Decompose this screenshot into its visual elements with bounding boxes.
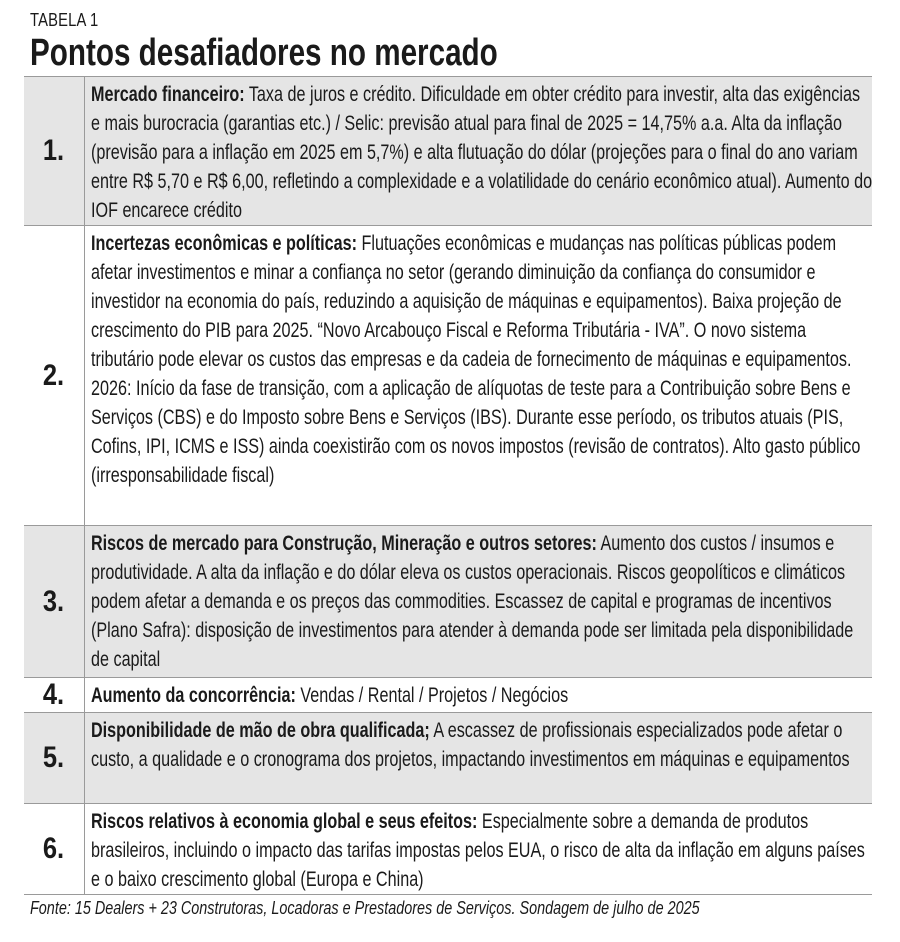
row-number: 3. bbox=[24, 526, 85, 677]
row-heading: Disponibilidade de mão de obra qualificada; bbox=[91, 719, 430, 742]
source-footnote: Fonte: 15 Dealers + 23 Construtoras, Locadoras e Prestadores de Serviços. Sondagem de julho de 2025 bbox=[30, 898, 700, 918]
row-heading: Mercado financeiro: bbox=[91, 83, 245, 106]
table-row-5 bbox=[24, 713, 872, 804]
row-heading: Riscos relativos à economia global e seus efeitos: bbox=[91, 810, 478, 833]
row-body: Vendas / Rental / Projetos / Negócios bbox=[295, 684, 569, 707]
row-text bbox=[85, 526, 872, 677]
row-text bbox=[85, 713, 872, 803]
row-heading: Aumento da concorrência: bbox=[91, 684, 296, 707]
table-row-3 bbox=[24, 526, 872, 678]
table-row-2 bbox=[24, 226, 872, 526]
row-body: Especialmente sobre a demanda de produtos brasileiros, incluindo o impacto das tarifas impostas pelos EUA, o risco de alta da inflação em alguns países e o baixo crescimento global (Europa e China) bbox=[91, 810, 865, 891]
challenges-table bbox=[24, 76, 872, 895]
row-number: 1. bbox=[24, 77, 85, 225]
row-body: Aumento dos custos / insumos e produtividade. A alta da inflação e do dólar eleva os custos operacionais. Riscos geopolíticos e climáticos podem afetar a demanda e os preços das commodities. Escassez de capital e programas de incentivos (Plano Safra): disposição de investimentos para atender à demanda pode ser limitada pela disponibilidade de capital bbox=[91, 532, 854, 671]
table-row-6 bbox=[24, 804, 872, 895]
row-body: Taxa de juros e crédito. Dificuldade em obter crédito para investir, alta das exigências e mais burocracia (garantias etc.) / Selic: previsão atual para final de 2025 = 14,75% a.a. Alta da inflação (previsão para a inflação em 2025 em 5,7%) e alta flutuação do dólar (projeções para o final do ano variam entre R$ 5,70 e R$ 6,00, refletindo a complexidade e a volatilidade do cenário econômico atual). Aumento do IOF encarece crédito bbox=[91, 83, 872, 222]
row-text bbox=[85, 77, 872, 225]
row-heading: Incertezas econômicas e políticas: bbox=[91, 232, 358, 255]
row-text bbox=[85, 678, 872, 712]
row-body: A escassez de profissionais especializados pode afetar o custo, a qualidade e o cronograma dos projetos, impactando investimentos em máquinas e equipamentos bbox=[91, 719, 850, 771]
table-row-1 bbox=[24, 77, 872, 226]
row-text bbox=[85, 804, 872, 894]
table-label: TABELA 1 bbox=[30, 10, 99, 30]
table-title: Pontos desafiadores no mercado bbox=[30, 32, 498, 74]
row-text bbox=[85, 226, 872, 525]
row-number: 2. bbox=[24, 226, 85, 525]
table-row-4 bbox=[24, 678, 872, 713]
row-number: 5. bbox=[24, 713, 85, 803]
row-body: Flutuações econômicas e mudanças nas políticas públicas podem afetar investimentos e minar a confiança no setor (gerando diminuição da confiança do consumidor e investidor na economia do país, reduzindo a aquisição de máquinas e equipamentos). Baixa projeção de crescimento do PIB para 2025. “Novo Arcabouço Fiscal e Reforma Tributária - IVA”. O novo sistema tributário pode elevar os custos das empresas e da cadeia de fornecimento de máquinas e equipamentos. 2026: Início da fase de transição, com a aplicação de alíquotas de teste para a Contribuição sobre Bens e Serviços (CBS) e do Imposto sobre Bens e Serviços (IBS). Durante esse período, os tributos atuais (PIS, Cofins, IPI, ICMS e ISS) ainda coexistirão com os novos impostos (revisão de contratos). Alto gasto público (irresponsabilidade fiscal) bbox=[91, 232, 861, 487]
row-number: 6. bbox=[24, 804, 85, 894]
row-heading: Riscos de mercado para Construção, Mineração e outros setores: bbox=[91, 532, 597, 555]
row-number: 4. bbox=[24, 678, 85, 712]
